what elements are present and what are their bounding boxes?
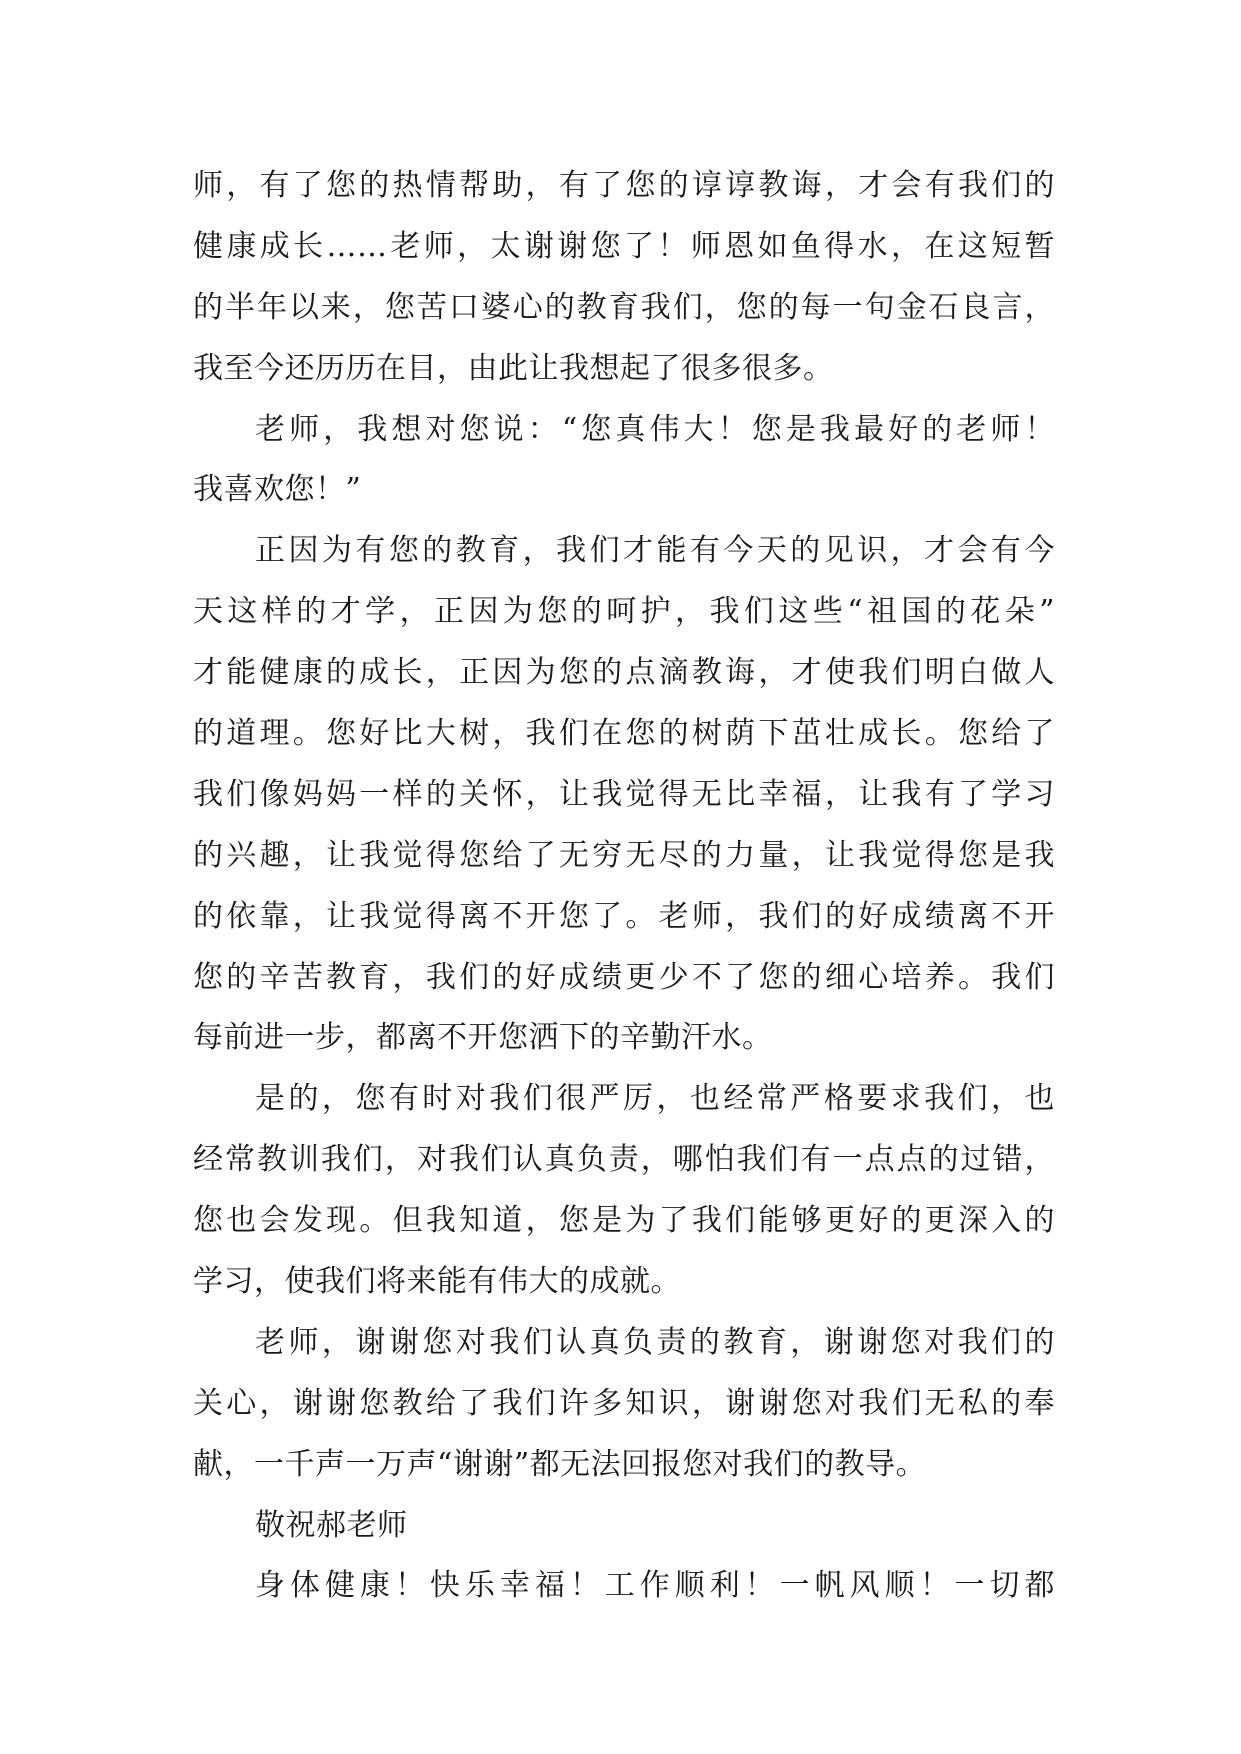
text-line: 才能健康的成长，正因为您的点滴教诲，才使我们明白做人 [193, 655, 1055, 691]
text-line: 身体健康！快乐幸福！工作顺利！一帆风顺！一切都 [255, 1568, 1055, 1604]
text-line: 天这样的才学，正因为您的呵护，我们这些“祖国的花朵” [193, 594, 1055, 630]
text-line: 敬祝郝老师 [255, 1507, 408, 1543]
text-line: 的道理。您好比大树，我们在您的树荫下茁壮成长。您给了 [193, 716, 1055, 752]
text-line: 您的辛苦教育，我们的好成绩更少不了您的细心培养。我们 [193, 959, 1055, 995]
text-line: 老师，我想对您说：“您真伟大！您是我最好的老师！ [255, 411, 1055, 447]
text-line: 每前进一步，都离不开您洒下的辛勤汗水。 [193, 1020, 773, 1056]
text-line: 的半年以来，您苦口婆心的教育我们，您的每一句金石良言， [193, 289, 1055, 325]
text-line: 老师，谢谢您对我们认真负责的教育，谢谢您对我们的 [255, 1324, 1055, 1360]
text-line: 经常教训我们，对我们认真负责，哪怕我们有一点点的过错， [193, 1142, 1055, 1178]
document-body [193, 156, 1055, 1617]
text-line: 我们像妈妈一样的关怀，让我觉得无比幸福，让我有了学习 [193, 776, 1055, 812]
text-line: 的依靠，让我觉得离不开您了。老师，我们的好成绩离不开 [193, 898, 1055, 934]
text-line: 我至今还历历在目，由此让我想起了很多很多。 [193, 350, 834, 386]
text-line: 是的，您有时对我们很严厉，也经常严格要求我们，也 [255, 1081, 1055, 1117]
text-line: 关心，谢谢您教给了我们许多知识，谢谢您对我们无私的奉 [193, 1385, 1055, 1421]
text-line: 献，一千声一万声“谢谢”都无法回报您对我们的教导。 [193, 1446, 927, 1482]
text-line: 健康成长……老师，太谢谢您了！师恩如鱼得水，在这短暂 [193, 228, 1055, 264]
text-line: 正因为有您的教育，我们才能有今天的见识，才会有今 [255, 533, 1055, 569]
text-line: 师，有了您的热情帮助，有了您的谆谆教诲，才会有我们的 [193, 168, 1055, 203]
text-line: 您也会发现。但我知道，您是为了我们能够更好的更深入的 [193, 1203, 1055, 1239]
text-line: 我喜欢您！” [193, 472, 362, 508]
text-line: 的兴趣，让我觉得您给了无穷无尽的力量，让我觉得您是我 [193, 837, 1055, 873]
text-line: 学习，使我们将来能有伟大的成就。 [193, 1264, 681, 1300]
